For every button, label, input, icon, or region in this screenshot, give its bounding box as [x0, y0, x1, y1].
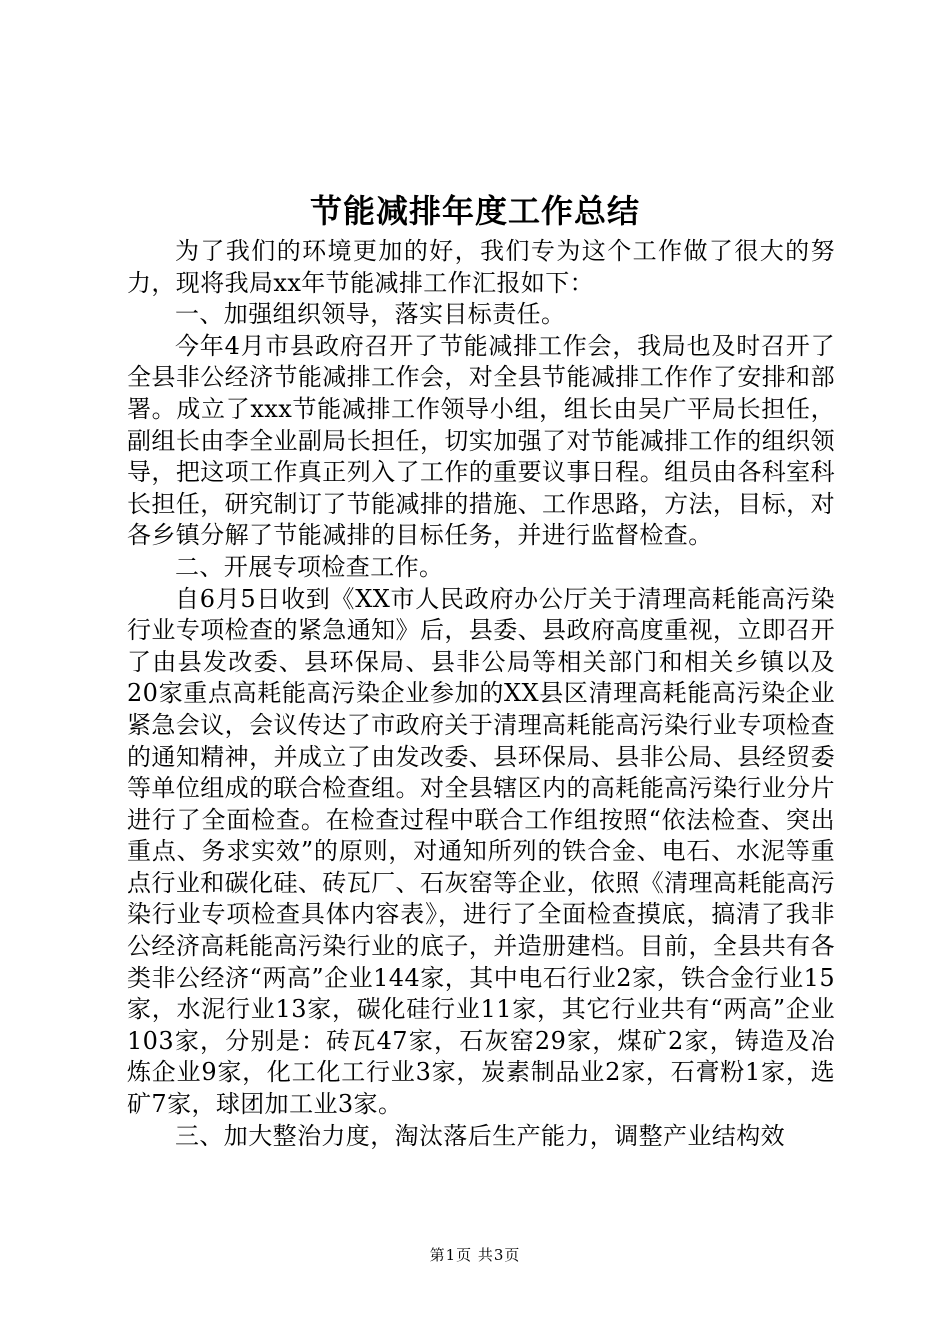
document-body: [127, 236, 835, 1152]
paragraph-section-2: 自6月5日收到《XX市人民政府办公厅关于清理高耗能高污染行业专项检查的紧急通知》后，县委、县政府高度重视，立即召开了由县发改委、县环保局、县非公局等相关部门和相关乡镇以及20家重点高耗能高污染企业参加的XX县区清理高耗能高污染企业紧急会议，会议传达了市政府关于清理高耗能高污染行业专项检查的通知精神，并成立了由发改委、县环保局、县非公局、县经贸委等单位组成的联合检查组。对全县辖区内的高耗能高污染行业分片进行了全面检查。在检查过程中联合工作组按照“依法检查、突出重点、务求实效”的原则，对通知所列的铁合金、电石、水泥等重点行业和碳化硅、砖瓦厂、石灰窑等企业，依照《清理高耗能高污染行业专项检查具体内容表》，进行了全面检查摸底，搞清了我非公经济高耗能高污染行业的底子，并造册建档。目前，全县共有各类非公经济“两高”企业144家，其中电石行业2家，铁合金行业15家，水泥行业13家，碳化硅行业11家，其它行业共有“两高”企业103家，分别是：砖瓦47家，石灰窑29家，煤矿2家，铸造及冶炼企业9家，化工化工行业3家，炭素制品业2家，石膏粉1家，选矿7家，球团加工业3家。: [127, 584, 835, 1119]
paragraph-section-1: 今年4月市县政府召开了节能减排工作会，我局也及时召开了全县非公经济节能减排工作会，对全县节能减排工作作了安排和部署。成立了xxx节能减排工作领导小组，组长由吴广平局长担任，副组长由李全业副局长担任，切实加强了对节能减排工作的组织领导，把这项工作真正列入了工作的重要议事日程。组员由各科室科长担任，研究制订了节能减排的措施、工作思路，方法，目标，对各乡镇分解了节能减排的目标任务，并进行监督检查。: [127, 331, 835, 550]
paragraph-intro: 为了我们的环境更加的好，我们专为这个工作做了很大的努力，现将我局xx年节能减排工作汇报如下：: [127, 237, 835, 297]
section-heading-2: 二、开展专项检查工作。: [175, 552, 444, 581]
document-title: 节能减排年度工作总结: [309, 192, 640, 230]
page-footer: 第1页 共3页: [429, 1246, 521, 1264]
section-heading-3: 三、加大整治力度，淘汰落后生产能力，调整产业结构效: [175, 1121, 785, 1150]
section-heading-1: 一、加强组织领导，落实目标责任。: [175, 300, 566, 329]
